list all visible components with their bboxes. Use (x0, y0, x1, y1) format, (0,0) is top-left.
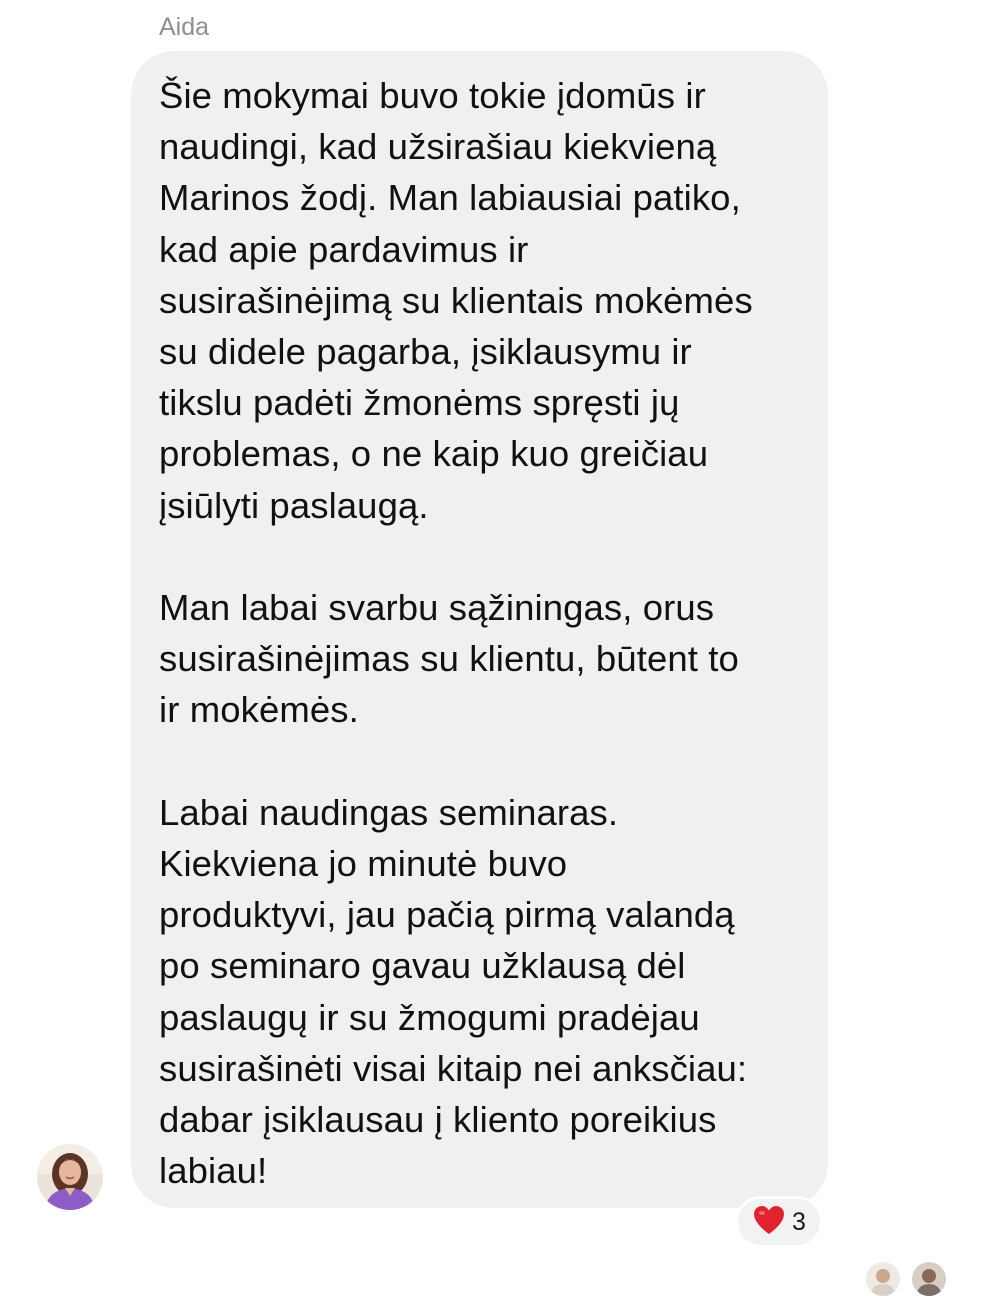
sender-avatar[interactable] (37, 1144, 103, 1210)
reaction-badge[interactable] (735, 1196, 823, 1248)
message-bubble[interactable] (131, 51, 828, 1208)
reaction-count: 3 (792, 1208, 806, 1236)
read-receipt-avatar (912, 1262, 946, 1296)
avatar-image (37, 1144, 103, 1210)
heart-icon (752, 1204, 786, 1241)
message-text: Šie mokymai buvo tokie įdomūs ir naudingi, kad užsirašiau kiekvieną Marinos žodį. Man labiausiai patiko, kad apie pardavimus ir susirašinėjimą su klientais mokėmės su didele pagarba, įsiklausymu ir tikslu padėti žmonėms spręsti jų problemas, o ne kaip kuo greičiau įsiūlyti paslaugą. Man labai svarbu sąžiningas, orus susirašinėjimas su klientu, būtent to ir mokėmės. Labai naudingas seminaras. Kiekviena jo minutė buvo produktyvi, jau pačią pirmą valandą po seminaro gavau užklausą dėl paslaugų ir su žmogumi pradėjau susirašinėti visai kitaip nei anksčiau: dabar įsiklausau į kliento poreikius labiau! (159, 75, 753, 1192)
read-receipt-avatar (866, 1262, 900, 1296)
sender-name: Aida (159, 13, 210, 41)
